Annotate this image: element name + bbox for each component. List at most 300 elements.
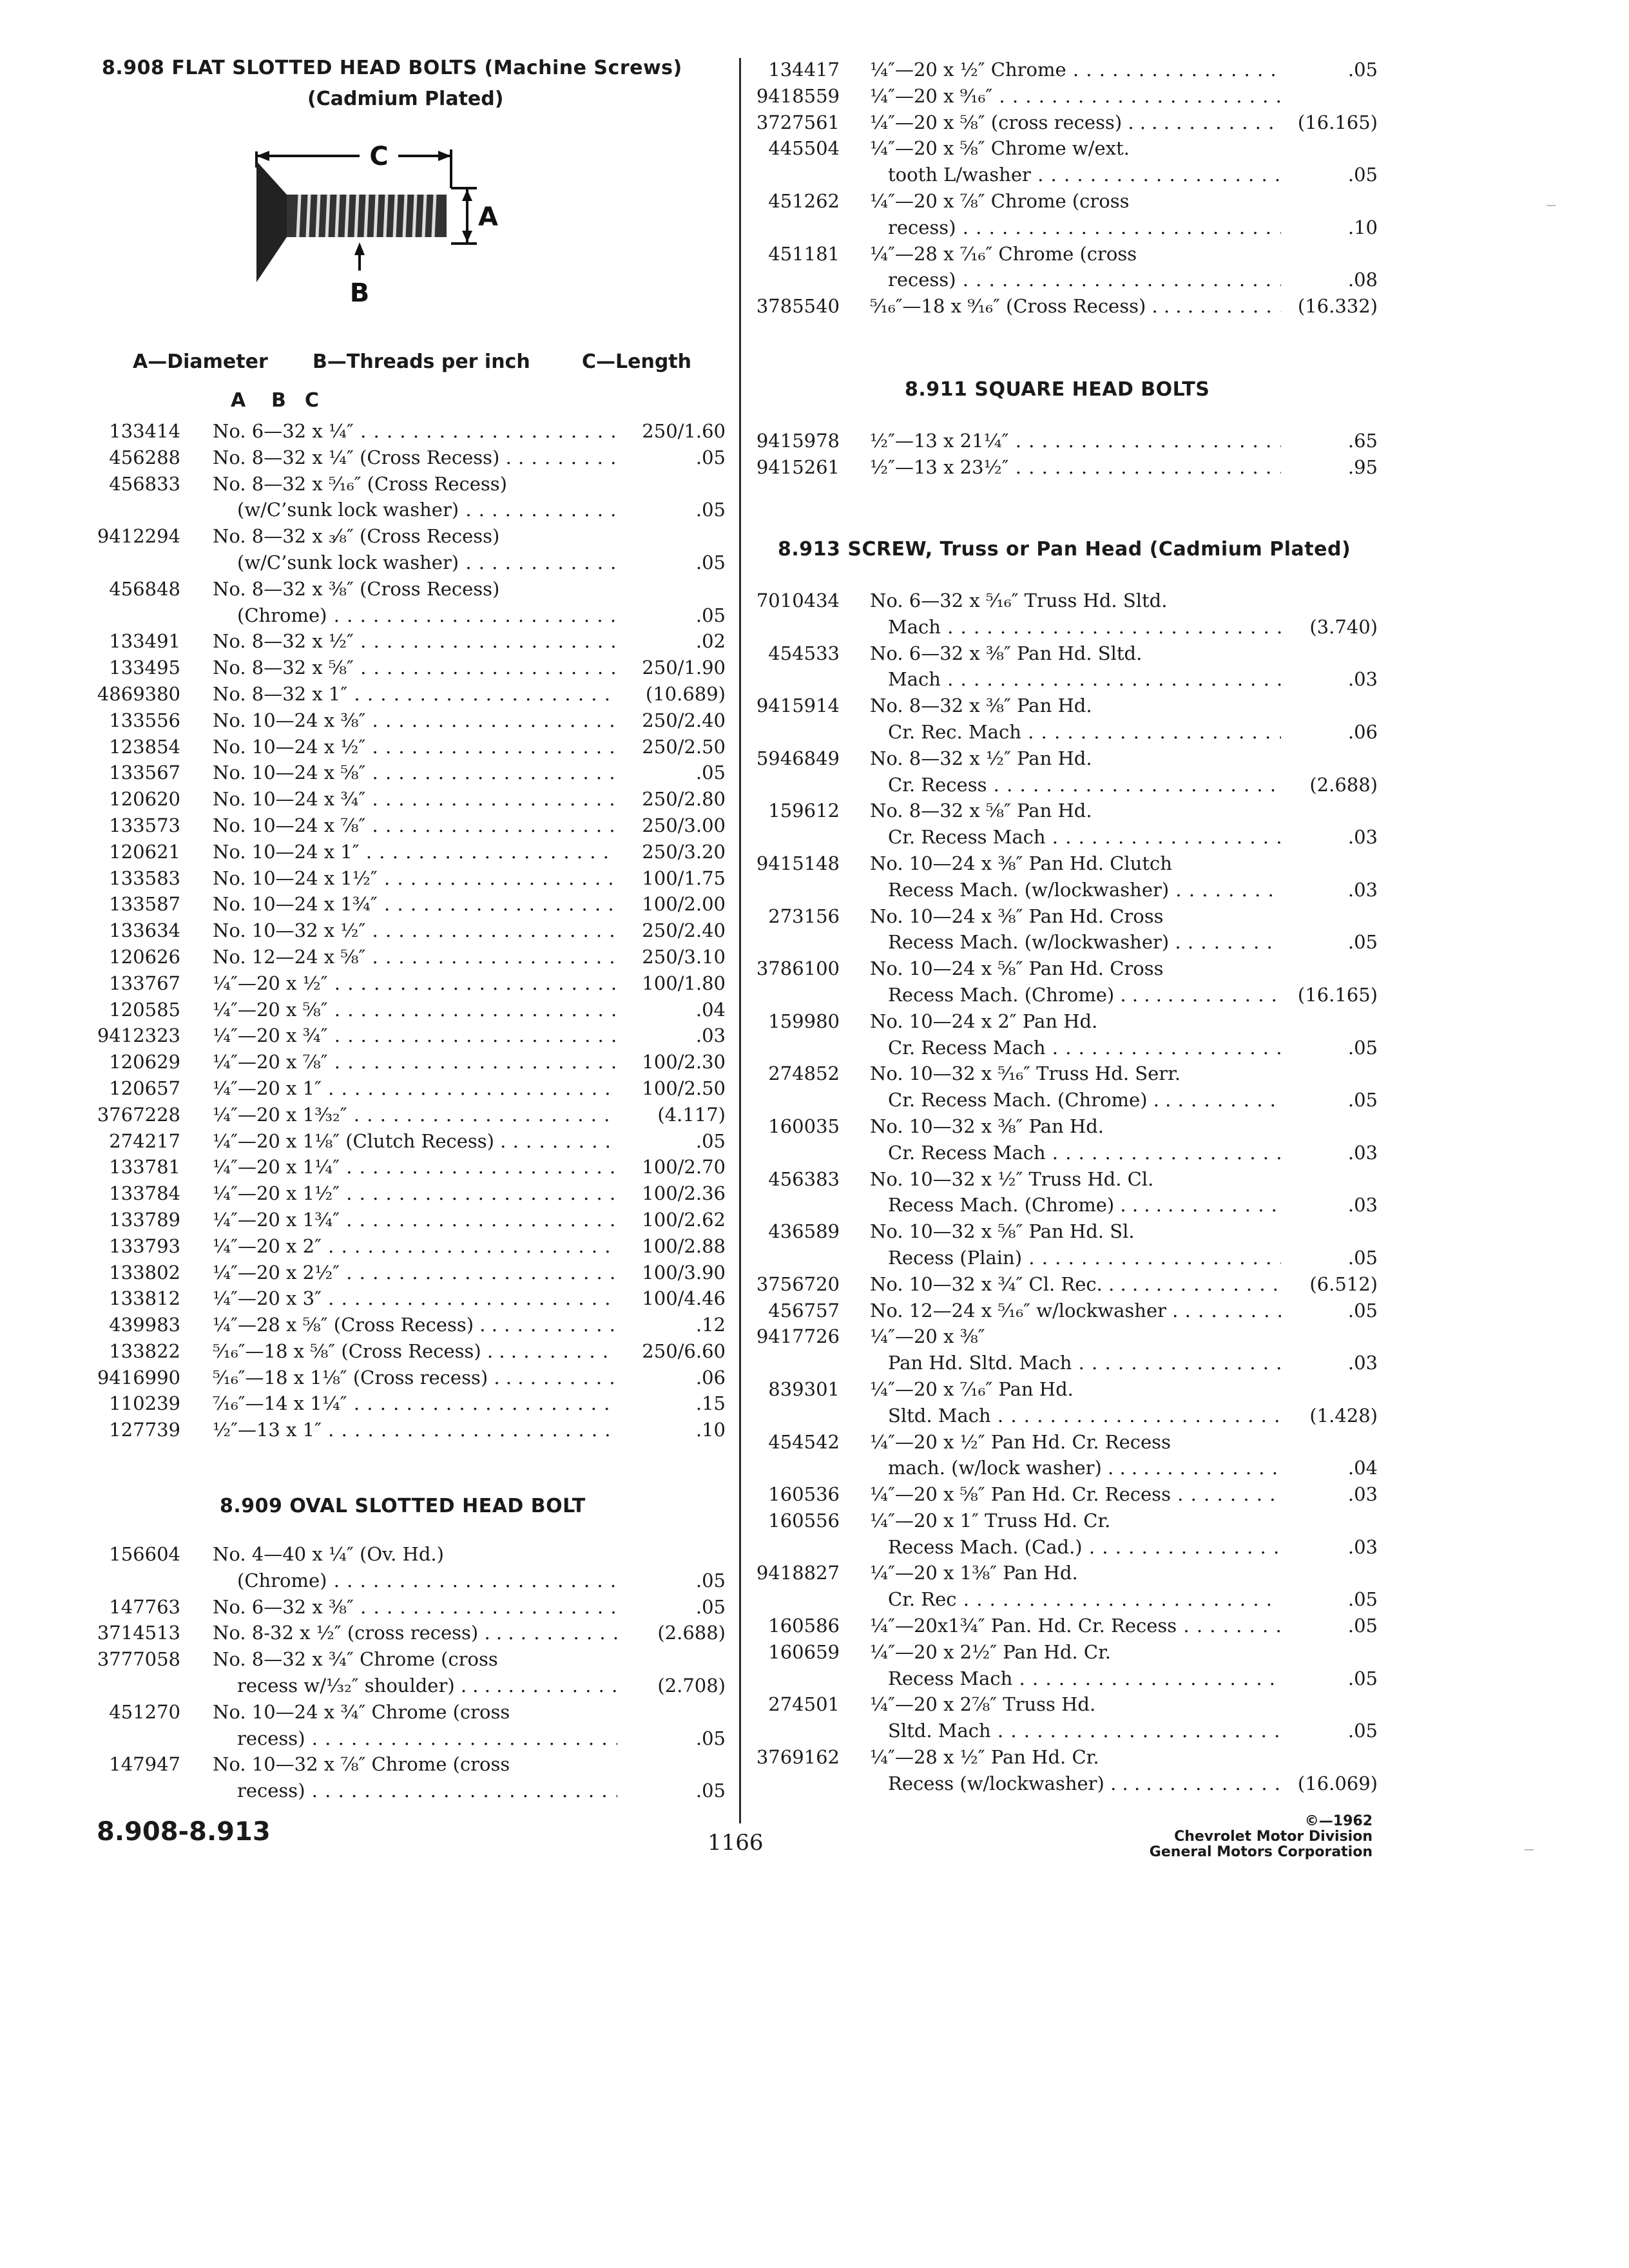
- part-row: [747, 188, 1378, 241]
- part-row: [97, 1620, 735, 1646]
- part-description: ¼″—20 x ½″ Chrome . . .: [870, 57, 1281, 83]
- parts-list-8-913: [747, 588, 1378, 1797]
- scan-artifact: [1547, 205, 1556, 206]
- part-row-line: [747, 1035, 1378, 1061]
- part-row: [97, 1365, 735, 1391]
- part-row-line: [97, 1128, 735, 1155]
- part-number: 160035: [768, 1115, 840, 1137]
- part-price: (2.708): [657, 1674, 726, 1696]
- part-number: 839301: [768, 1378, 840, 1400]
- part-price: .95: [1347, 456, 1378, 478]
- part-description: No. 10—32 x ½″ Truss Hd. Cl.: [870, 1168, 1154, 1190]
- part-number: 3727561: [756, 111, 840, 133]
- part-description: Mach . . .: [888, 614, 1281, 640]
- part-price: .06: [1347, 720, 1378, 743]
- part-number: 9415914: [756, 695, 840, 717]
- part-row-line: [747, 798, 1353, 824]
- part-description: No. 10—32 x ⅜″ Pan Hd.: [870, 1115, 1104, 1137]
- part-number: 134417: [768, 59, 840, 81]
- part-row: [747, 903, 1378, 956]
- part-row: [97, 1390, 735, 1417]
- part-row: [747, 956, 1378, 1008]
- part-row-line: [747, 1534, 1378, 1561]
- part-row-line: [747, 293, 1378, 320]
- part-row-line: [97, 734, 735, 760]
- part-description: No. 8—32 x ⅝″ Pan Hd.: [870, 800, 1092, 822]
- part-row-line: [747, 1271, 1378, 1298]
- part-description: Cr. Rec. Mach . . .: [888, 719, 1281, 745]
- part-description: ⁵⁄₁₆″—18 x ⅝″ (Cross Recess) . . . . . .: [213, 1338, 617, 1365]
- part-price: (16.332): [1297, 295, 1378, 318]
- part-number: 456757: [768, 1299, 840, 1321]
- part-number: 3777058: [97, 1648, 180, 1671]
- part-description: (w/C’sunk lock washer) . . .: [237, 497, 617, 523]
- part-number: 160586: [768, 1615, 840, 1637]
- col-head-b: B: [271, 389, 286, 412]
- part-description: ⁷⁄₁₆″—14 x 1¼″ . . .: [213, 1390, 617, 1417]
- part-description: ¼″—20 x 1⅜″ Pan Hd.: [870, 1562, 1078, 1584]
- part-row: [747, 1429, 1378, 1482]
- section-subtitle-cadmium-plated: (Cadmium Plated): [307, 88, 504, 110]
- part-number: 133784: [109, 1182, 180, 1205]
- part-description: Recess Mach. (Cad.) . . .: [888, 1534, 1281, 1561]
- part-row-line: [97, 997, 735, 1023]
- part-row-line: [97, 1023, 735, 1049]
- part-description: No. 10—24 x ⅞″ . . .: [213, 812, 617, 839]
- part-row: [747, 693, 1378, 745]
- part-price: .03: [1347, 1535, 1378, 1558]
- part-row: [747, 1481, 1378, 1508]
- part-row-line: [97, 1260, 735, 1286]
- copyright-block: [1150, 1814, 1373, 1860]
- part-description: No. 10—24 x ⅝″ . . .: [213, 760, 617, 786]
- part-row-line: [97, 1180, 735, 1207]
- part-row-line: [97, 812, 735, 839]
- part-price: .05: [1347, 1089, 1378, 1111]
- part-description: ¼″—20 x 3″ . . .: [213, 1285, 617, 1312]
- part-price: .05: [695, 1727, 726, 1749]
- part-row: [97, 1180, 735, 1207]
- part-price: .12: [695, 1314, 726, 1336]
- part-row: [747, 798, 1378, 850]
- part-row-line: [97, 1049, 735, 1075]
- part-row-line: [747, 588, 1353, 614]
- part-row-line: [747, 745, 1353, 772]
- part-description: No. 6—32 x ⁵⁄₁₆″ Truss Hd. Sltd.: [870, 590, 1168, 611]
- part-number: 3767228: [97, 1103, 180, 1126]
- part-row-line: [747, 956, 1353, 982]
- part-number: 451181: [768, 242, 840, 265]
- part-price: 100/1.80: [642, 972, 726, 994]
- part-number: 133802: [109, 1261, 180, 1283]
- part-row-line: [747, 824, 1378, 850]
- part-price: 250/2.40: [642, 709, 726, 731]
- part-row: [747, 135, 1378, 188]
- part-row: [97, 734, 735, 760]
- part-description: Cr. Recess Mach . . .: [888, 824, 1281, 850]
- part-number: 133573: [109, 814, 180, 836]
- part-price: .04: [695, 998, 726, 1021]
- part-description: ¼″—20 x 2⅞″ Truss Hd.: [870, 1693, 1096, 1716]
- part-row-line: [97, 1594, 735, 1620]
- part-row: [97, 997, 735, 1023]
- part-description: ¼″—20 x ½″ Pan Hd. Cr. Recess: [870, 1430, 1171, 1453]
- part-description: ¼″—20 x 1³⁄₃₂″ . . .: [213, 1102, 617, 1128]
- part-description: No. 6—32 x ⅜″ . . .: [213, 1594, 617, 1620]
- part-row: [747, 83, 1353, 110]
- part-description: Cr. Rec . . .: [888, 1586, 1281, 1613]
- part-row-line: [747, 135, 1353, 162]
- section-title-8-908: 8.908 FLAT SLOTTED HEAD BOLTS (Machine Screws): [102, 57, 682, 79]
- part-number: 133793: [109, 1235, 180, 1257]
- parts-list-8-908: [97, 418, 735, 1443]
- part-row: [747, 1508, 1378, 1561]
- part-description: ¼″—28 x ½″ Pan Hd. Cr.: [870, 1746, 1099, 1769]
- part-price: .03: [1347, 1352, 1378, 1374]
- part-row: [97, 760, 735, 786]
- part-description: ¼″—20 x 2″ . . .: [213, 1233, 617, 1260]
- part-description: (Chrome) . . .: [237, 1568, 617, 1594]
- part-description: recess) . . .: [237, 1778, 617, 1804]
- part-price: 100/2.00: [642, 893, 726, 916]
- part-price: 100/2.30: [642, 1051, 726, 1073]
- part-row-line: [747, 1113, 1353, 1140]
- part-price: 250/2.40: [642, 919, 726, 942]
- part-row: [97, 1260, 735, 1286]
- part-description: ¼″—20 x ½″ . . .: [213, 970, 617, 997]
- part-row-line: [97, 576, 735, 602]
- part-row-line: [747, 1140, 1378, 1166]
- part-row-line: [747, 1008, 1353, 1035]
- part-row: [747, 1560, 1378, 1613]
- part-row: [97, 970, 735, 997]
- part-row: [747, 1166, 1378, 1219]
- part-price: .05: [1347, 1246, 1378, 1269]
- part-price: (6.512): [1309, 1273, 1378, 1295]
- part-description: No. 6—32 x ¼″ . . .: [213, 418, 617, 445]
- part-row: [747, 57, 1378, 83]
- part-row-line: [747, 241, 1353, 267]
- part-description: No. 8—32 x 1″ . . .: [213, 681, 617, 707]
- part-row: [97, 1751, 735, 1804]
- part-description: recess) . . .: [888, 215, 1281, 241]
- part-description: ¼″—20 x ⁷⁄₁₆″ Pan Hd.: [870, 1378, 1074, 1400]
- part-row-line: [97, 523, 735, 550]
- part-price: 250/3.10: [642, 945, 726, 968]
- part-price: .03: [1347, 1194, 1378, 1216]
- part-description: Recess (Plain) . . .: [888, 1245, 1281, 1271]
- part-row: [97, 1128, 735, 1155]
- part-row: [747, 241, 1378, 294]
- part-row: [97, 707, 735, 734]
- part-row: [747, 1298, 1378, 1324]
- part-price: 250/6.60: [642, 1340, 726, 1362]
- part-price: 250/1.60: [642, 420, 726, 442]
- part-row-line: [747, 850, 1353, 877]
- part-description: recess) . . .: [888, 267, 1281, 293]
- part-description: No. 8-32 x ½″ (cross recess) . . . . . .: [213, 1620, 617, 1646]
- part-description: No. 10—24 x 2″ Pan Hd.: [870, 1010, 1098, 1032]
- part-row-line: [747, 982, 1378, 1008]
- section-title-8-909: 8.909 OVAL SLOTTED HEAD BOLT: [220, 1495, 586, 1517]
- part-price: .05: [695, 604, 726, 626]
- part-description: Sltd. Mach . . .: [888, 1403, 1281, 1429]
- part-row: [747, 428, 1378, 454]
- part-price: .05: [695, 1595, 726, 1618]
- part-number: 120657: [109, 1077, 180, 1099]
- part-row: [747, 1323, 1378, 1376]
- part-row: [97, 839, 735, 865]
- part-description: No. 10—24 x ⅝″ Pan Hd. Cross: [870, 957, 1164, 980]
- part-price: 250/3.00: [642, 814, 726, 836]
- part-price: .03: [1347, 826, 1378, 849]
- part-description: No. 10—32 x ½″ . . .: [213, 918, 617, 944]
- part-row: [97, 786, 735, 812]
- part-description: ¼″—20 x ⅝″ (cross recess) . . . . . . .: [870, 110, 1281, 136]
- part-description: ¼″—20 x 1½″ . . .: [213, 1180, 617, 1207]
- part-number: 133789: [109, 1208, 180, 1231]
- part-price: .05: [695, 762, 726, 784]
- part-row: [747, 1613, 1378, 1639]
- page-number: 1166: [708, 1830, 764, 1856]
- part-row-line: [97, 681, 735, 707]
- parts-list-8-909: [97, 1541, 735, 1804]
- footer-section-range: 8.908-8.913: [97, 1817, 271, 1847]
- part-row-line: [747, 1691, 1353, 1718]
- part-number: 9415261: [756, 456, 840, 478]
- part-row: [747, 1744, 1378, 1797]
- part-price: .05: [1347, 59, 1378, 81]
- bolt-diagram: [251, 135, 522, 316]
- part-description: recess w/¹⁄₃₂″ shoulder) . . . . . . . . .: [237, 1673, 617, 1699]
- part-number: 133556: [109, 709, 180, 731]
- part-price: .05: [1347, 1299, 1378, 1321]
- part-number: 3756720: [756, 1273, 840, 1295]
- part-row-line: [97, 1725, 735, 1752]
- part-number: 127739: [109, 1419, 180, 1441]
- part-row-line: [747, 215, 1378, 241]
- parts-list-8-908-continued: [747, 57, 1378, 320]
- part-description: Cr. Recess . . .: [888, 772, 1281, 798]
- part-number: 133781: [109, 1156, 180, 1178]
- part-description: ¼″—20 x ⅝″ Chrome w/ext.: [870, 137, 1130, 160]
- part-price: .06: [695, 1366, 726, 1389]
- part-row-line: [747, 877, 1378, 903]
- part-description: Recess Mach. (w/lockwasher) . . .: [888, 877, 1281, 903]
- part-description: recess) . . .: [237, 1725, 617, 1752]
- part-row: [97, 865, 735, 892]
- part-row: [97, 812, 735, 839]
- part-row-line: [747, 162, 1378, 188]
- part-description: No. 6—32 x ⅜″ Pan Hd. Sltd.: [870, 642, 1142, 664]
- copyright-year: ©—1962: [1304, 1813, 1373, 1829]
- part-number: 110239: [109, 1392, 180, 1415]
- part-description: No. 8—32 x ¾″ Chrome (cross: [213, 1648, 498, 1671]
- part-row-line: [97, 1338, 735, 1365]
- part-row-line: [97, 1673, 735, 1699]
- part-number: 274501: [768, 1693, 840, 1716]
- part-description: ¼″—20 x ⅞″ . . .: [213, 1049, 617, 1075]
- part-row-line: [97, 1620, 735, 1646]
- part-number: 4869380: [97, 682, 180, 705]
- part-row-line: [97, 839, 735, 865]
- part-description: No. 8—32 x ½″ . . .: [213, 628, 617, 655]
- part-number: 9418559: [756, 84, 840, 107]
- part-row: [747, 293, 1378, 320]
- part-number: 451262: [768, 189, 840, 212]
- part-price: (2.688): [1309, 773, 1378, 796]
- part-row: [97, 471, 735, 524]
- legend-threads-per-inch: B—Threads per inch: [313, 351, 530, 373]
- part-price: 100/2.36: [642, 1182, 726, 1205]
- part-description: ¼″—20 x ⅝″ . . .: [213, 997, 617, 1023]
- part-row-line: [97, 918, 735, 944]
- part-description: No. 12—24 x ⁵⁄₁₆″ w/lockwasher . . . .: [870, 1298, 1281, 1324]
- part-row: [747, 110, 1378, 136]
- part-row-line: [747, 1192, 1378, 1218]
- part-price: .05: [1347, 1667, 1378, 1689]
- part-row-line: [747, 1560, 1353, 1586]
- part-row: [97, 1594, 735, 1620]
- part-number: 3714513: [97, 1622, 180, 1644]
- part-description: Recess Mach. (w/lockwasher) . . . .: [888, 929, 1281, 956]
- diagram-label-c: C: [369, 142, 389, 171]
- part-row-line: [747, 1718, 1378, 1744]
- part-description: ¼″—20 x 1¼″ . . .: [213, 1154, 617, 1180]
- part-number: 156604: [109, 1543, 180, 1565]
- part-description: No. 10—24 x ⅜″ Pan Hd. Clutch: [870, 852, 1172, 874]
- part-row-line: [97, 1751, 735, 1778]
- part-price: 100/2.62: [642, 1208, 726, 1231]
- part-row-line: [97, 707, 735, 734]
- part-price: (4.117): [657, 1103, 726, 1126]
- part-row-line: [747, 1666, 1378, 1692]
- part-number: 133583: [109, 867, 180, 889]
- part-number: 133822: [109, 1340, 180, 1362]
- part-row-line: [97, 970, 735, 997]
- part-description: No. 8—32 x ⅝″ . . .: [213, 655, 617, 681]
- part-row-line: [97, 550, 735, 576]
- part-row-line: [747, 110, 1378, 136]
- part-description: tooth L/washer . . .: [888, 162, 1281, 188]
- part-description: ½″—13 x 21¼″ . . .: [870, 428, 1281, 454]
- part-description: ¼″—20 x 1¾″ . . .: [213, 1207, 617, 1233]
- legend-length: C—Length: [582, 351, 692, 373]
- section-title-8-911: 8.911 SQUARE HEAD BOLTS: [905, 378, 1210, 401]
- section-title-8-913: 8.913 SCREW, Truss or Pan Head (Cadmium Plated): [778, 538, 1351, 561]
- part-description: ¼″—20 x ⅜″: [870, 1325, 985, 1348]
- part-number: 451270: [109, 1700, 180, 1723]
- part-description: ½″—13 x 1″ . . .: [213, 1417, 617, 1443]
- part-price: 250/2.50: [642, 735, 726, 758]
- part-row: [747, 588, 1378, 640]
- part-price: .05: [695, 551, 726, 573]
- part-description: ¼″—20 x 1″ Truss Hd. Cr.: [870, 1509, 1111, 1532]
- part-row: [747, 1061, 1378, 1113]
- part-description: No. 10—24 x ½″ . . .: [213, 734, 617, 760]
- part-description: No. 8—32 x ½″ Pan Hd.: [870, 747, 1092, 769]
- part-row-line: [747, 719, 1378, 745]
- part-number: 133634: [109, 919, 180, 942]
- part-description: Recess Mach. (Chrome) . . . . . . . . .: [888, 982, 1281, 1008]
- part-row: [97, 1233, 735, 1260]
- part-row-line: [747, 1087, 1378, 1113]
- part-description: No. 10—24 x ¾″ . . .: [213, 786, 617, 812]
- part-row-line: [97, 1778, 735, 1804]
- part-row-line: [97, 1699, 735, 1725]
- part-row-line: [97, 1075, 735, 1102]
- part-price: (10.689): [645, 682, 726, 705]
- part-row: [97, 1285, 735, 1312]
- part-row-line: [97, 1207, 735, 1233]
- part-number: 133495: [109, 657, 180, 679]
- part-description: ⁵⁄₁₆″—18 x 1⅛″ (Cross recess) . . . . . .: [213, 1365, 617, 1391]
- part-price: (2.688): [657, 1622, 726, 1644]
- part-row-line: [747, 1350, 1378, 1376]
- part-row-line: [97, 471, 735, 497]
- part-row-line: [97, 786, 735, 812]
- part-number: 9416990: [97, 1366, 180, 1389]
- part-row-line: [97, 602, 735, 629]
- part-number: 160536: [768, 1483, 840, 1506]
- part-price: (1.428): [1309, 1404, 1378, 1427]
- part-description: No. 12—24 x ⅝″ . . .: [213, 944, 617, 970]
- part-price: .05: [1347, 164, 1378, 186]
- part-number: 147947: [109, 1753, 180, 1776]
- part-price: 100/2.88: [642, 1235, 726, 1257]
- part-row: [97, 1207, 735, 1233]
- part-row: [97, 628, 735, 655]
- parts-list-8-911: [747, 428, 1378, 481]
- company-line-1: Chevrolet Motor Division: [1174, 1829, 1373, 1845]
- part-number: 120621: [109, 840, 180, 863]
- part-row-line: [97, 628, 735, 655]
- part-price: .05: [1347, 1588, 1378, 1611]
- part-row-line: [97, 1568, 735, 1594]
- part-row-line: [747, 1061, 1353, 1087]
- part-price: .04: [1347, 1457, 1378, 1479]
- part-price: 250/1.90: [642, 657, 726, 679]
- part-number: 133587: [109, 893, 180, 916]
- part-price: 100/2.70: [642, 1156, 726, 1178]
- part-description: No. 10—24 x ⅜″ . . .: [213, 707, 617, 734]
- part-description: No. 8—32 x ¼″ (Cross Recess) . . . .: [213, 445, 617, 471]
- part-description: No. 10—32 x ⅝″ Pan Hd. Sl.: [870, 1220, 1135, 1243]
- part-row: [97, 891, 735, 918]
- part-row: [747, 1113, 1378, 1166]
- part-number: 454542: [768, 1430, 840, 1453]
- part-price: .03: [1347, 1141, 1378, 1164]
- part-description: No. 10—24 x 1¾″ . . .: [213, 891, 617, 918]
- part-description: No. 4—40 x ¼″ (Ov. Hd.): [213, 1543, 444, 1565]
- diagram-label-b: B: [349, 278, 370, 308]
- part-number: 456288: [109, 446, 180, 468]
- part-row-line: [97, 760, 735, 786]
- part-description: No. 8—32 x ⅜″ (Cross Recess): [213, 577, 500, 600]
- part-row-line: [97, 497, 735, 523]
- part-description: (Chrome) . . .: [237, 602, 617, 629]
- part-row-line: [747, 1166, 1353, 1193]
- part-number: 159980: [768, 1010, 840, 1032]
- part-price: (16.165): [1297, 111, 1378, 133]
- part-number: 3786100: [756, 957, 840, 980]
- part-description: Cr. Recess Mach . . .: [888, 1140, 1281, 1166]
- part-number: 3769162: [756, 1746, 840, 1769]
- part-price: .15: [695, 1392, 726, 1415]
- part-price: .10: [1347, 216, 1378, 238]
- part-row-line: [747, 1481, 1378, 1508]
- part-row-line: [97, 418, 735, 445]
